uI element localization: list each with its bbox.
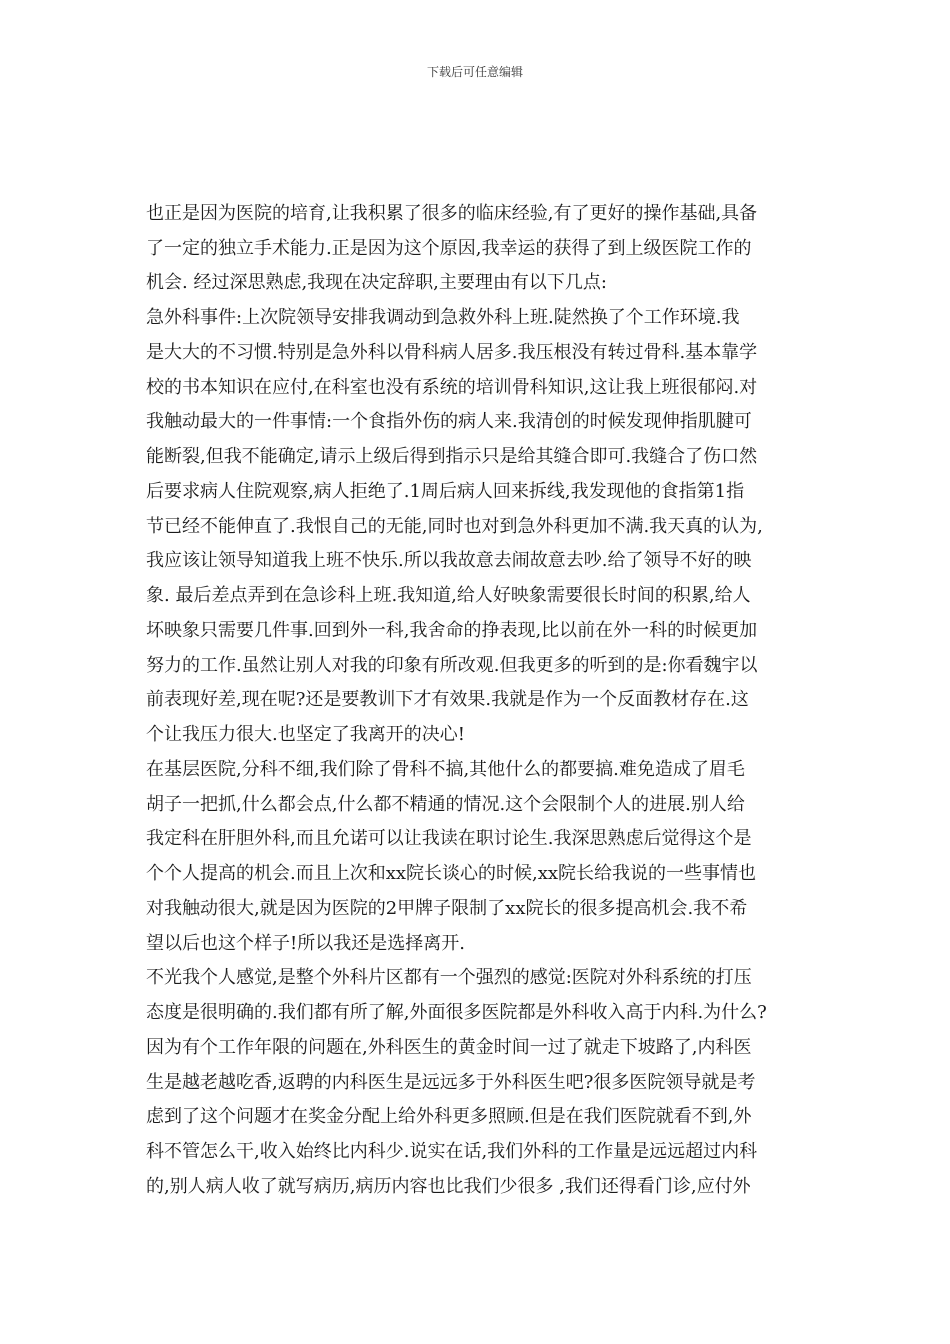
text-line [146, 1134, 810, 1169]
text-line [146, 405, 810, 440]
text-line [146, 370, 810, 405]
text-line [146, 717, 810, 752]
text-line [146, 926, 810, 961]
text-line-content: 节已经不能伸直了.我恨自己的无能,同时也对到急外科更加不满.我天真的认为, [146, 515, 763, 537]
text-line [146, 995, 810, 1030]
page-header: 下载后可任意编辑 [426, 65, 523, 79]
text-line-content: 前表现好差,现在呢?还是要教训下才有效果.我就是作为一个反面教材存在.这 [146, 689, 749, 711]
text-line-content: 望以后也这个样子!所以我还是选择离开. [146, 932, 465, 954]
text-line [146, 300, 810, 335]
text-line-content: 急外科事件:上次院领导安排我调动到急救外科上班.陡然换了个工作环境.我 [146, 307, 740, 328]
text-line [146, 335, 810, 370]
text-line-content: 胡子一把抓,什么都会点,什么都不精通的情况.这个会限制个人的进展.别人给 [146, 793, 745, 815]
text-line-content: 我触动最大的一件事情:一个食指外伤的病人来.我清创的时候发现伸指肌腱可 [146, 411, 752, 433]
text-line [146, 439, 810, 474]
text-line-content: 了一定的独立手术能力.正是因为这个原因,我幸运的获得了到上级医院工作的 [146, 237, 752, 259]
text-line-content: 也正是因为医院的培育,让我积累了很多的临床经验,有了更好的操作基础,具备 [146, 202, 758, 224]
text-line [146, 231, 810, 266]
text-line [146, 544, 810, 579]
text-line [146, 266, 810, 301]
text-line-content: 努力的工作.虽然让别人对我的印象有所改观.但我更多的听到的是:你看魏宇以 [146, 654, 758, 676]
text-line-content: 不光我个人感觉,是整个外科片区都有一个强烈的感觉:医院对外科系统的打压 [146, 967, 752, 989]
text-line [146, 822, 810, 857]
text-line [146, 578, 810, 613]
text-line-content: 因为有个工作年限的问题在,外科医生的黄金时间一过了就走下坡路了,内科医 [146, 1036, 752, 1058]
text-line-content: 个让我压力很大.也坚定了我离开的决心! [146, 724, 465, 745]
text-line [146, 196, 810, 231]
text-line-content: 生是越老越吃香,返聘的内科医生是远远多于外科医生吧?很多医院领导就是考 [146, 1071, 756, 1093]
text-line [146, 509, 810, 544]
text-line [146, 1065, 810, 1100]
text-line-content: 后要求病人住院观察,病人拒绝了.1周后病人回来拆线,我发现他的食指第1指 [146, 480, 745, 502]
text-line-content: 态度是很明确的.我们都有所了解,外面很多医院都是外科收入高于内科.为什么? [146, 1002, 767, 1023]
document-body [146, 196, 810, 1204]
text-line [146, 1030, 810, 1065]
text-line [146, 752, 810, 787]
text-line-content: 个个人提高的机会.而且上次和xx院长谈心的时候,xx院长给我说的一些事情也 [146, 863, 757, 884]
text-line [146, 856, 810, 891]
text-line-content: 对我触动很大,就是因为医院的2甲牌子限制了xx院长的很多提高机会.我不希 [146, 897, 748, 919]
text-line [146, 613, 810, 648]
text-line-content: 坏映象只需要几件事.回到外一科,我舍命的挣表现,比以前在外一科的时候更加 [146, 619, 758, 641]
text-line-content: 机会. 经过深思熟虑,我现在决定辞职,主要理由有以下几点: [146, 272, 607, 294]
text-line [146, 891, 810, 926]
text-line-content: 校的书本知识在应付,在科室也没有系统的培训骨科知识,这让我上班很郁闷.对 [146, 376, 758, 398]
text-line [146, 1100, 810, 1135]
text-line [146, 683, 810, 718]
text-line-content: 科不管怎么干,收入始终比内科少.说实在话,我们外科的工作量是远远超过内科 [146, 1141, 758, 1162]
text-line-content: 象. 最后差点弄到在急诊科上班.我知道,给人好映象需要很长时间的积累,给人 [146, 585, 751, 606]
text-line-content: 在基层医院,分科不细,我们除了骨科不搞,其他什么的都要搞.难免造成了眉毛 [146, 758, 745, 780]
text-line [146, 648, 810, 683]
text-line [146, 474, 810, 509]
text-line [146, 961, 810, 996]
text-line-content: 是大大的不习惯.特别是急外科以骨科病人居多.我压根没有转过骨科.基本靠学 [146, 341, 758, 363]
text-line-content: 虑到了这个问题才在奖金分配上给外科更多照顾.但是在我们医院就看不到,外 [146, 1106, 752, 1128]
text-line-content: 的,别人病人收了就写病历,病历内容也比我们少很多 ,我们还得看门诊,应付外 [146, 1175, 751, 1197]
text-line [146, 1169, 810, 1204]
text-line-content: 我应该让领导知道我上班不快乐.所以我故意去闹故意去吵.给了领导不好的映 [146, 550, 752, 572]
text-line-content: 我定科在肝胆外科,而且允诺可以让我读在职讨论生.我深思熟虑后觉得这个是 [146, 828, 752, 850]
text-line-content: 能断裂,但我不能确定,请示上级后得到指示只是给其缝合即可.我缝合了伤口然 [146, 446, 758, 467]
text-line [146, 787, 810, 822]
